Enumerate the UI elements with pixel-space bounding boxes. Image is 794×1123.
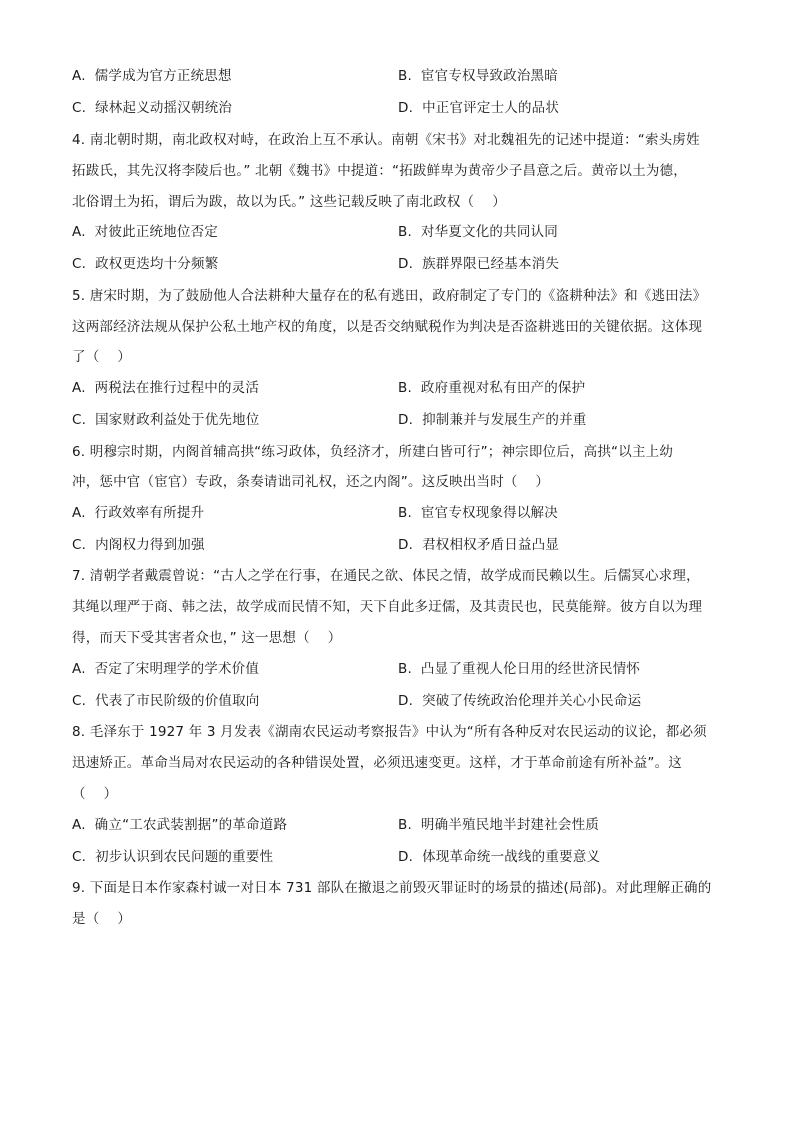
option-d: D. 中正官评定士人的品状 bbox=[398, 100, 560, 116]
q5-option-c: C. 国家财政利益处于优先地位 bbox=[72, 412, 260, 428]
question-9-line-1: 9. 下面是日本作家森村诚一对日本 731 部队在撤退之前毁灭罪证时的场景的描述(局部)。对此理解正确的 bbox=[72, 880, 712, 896]
q6-option-a: A. 行政效率有所提升 bbox=[72, 505, 205, 521]
q7-option-d: D. 突破了传统政治伦理并关心小民命运 bbox=[398, 693, 642, 709]
question-7-line-3: 得，而天下受其害者众也，” 这一思想（ ） bbox=[72, 630, 342, 646]
q5-option-d: D. 抑制兼并与发展生产的并重 bbox=[398, 412, 587, 428]
q6-option-b: B. 宦官专权现象得以解决 bbox=[398, 505, 558, 521]
option-b: B. 宦官专权导致政治黑暗 bbox=[398, 68, 558, 84]
q8-option-b: B. 明确半殖民地半封建社会性质 bbox=[398, 817, 600, 833]
question-7-line-1: 7. 清朝学者戴震曾说：“古人之学在行事，在通民之欲、体民之情，故学成而民赖以生。后儒冥心求理， bbox=[72, 568, 700, 584]
q4-option-a: A. 对彼此正统地位否定 bbox=[72, 224, 218, 240]
option-a: A. 儒学成为官方正统思想 bbox=[72, 68, 232, 84]
question-8-line-3: （ ） bbox=[72, 786, 118, 802]
q4-option-d: D. 族群界限已经基本消失 bbox=[398, 256, 560, 272]
question-8-line-2: 迅速矫正。革命当局对农民运动的各种错误处置，必须迅速变更。这样，才于革命前途有所补益”。这 bbox=[72, 755, 682, 771]
question-4-line-1: 4. 南北朝时期，南北政权对峙，在政治上互不承认。南朝《宋书》对北魏祖先的记述中提道：“索头虏姓 bbox=[72, 132, 700, 148]
q5-option-b: B. 政府重视对私有田产的保护 bbox=[398, 380, 586, 396]
question-5-line-2: 这两部经济法规从保护公私土地产权的角度，以是否交纳赋税作为判决是否盗耕逃田的关键依据。这体现 bbox=[72, 319, 703, 335]
question-4-line-3: 北俗谓土为拓，谓后为跋，故以为氏。” 这些记载反映了南北政权（ ） bbox=[72, 194, 506, 210]
q6-option-d: D. 君权相权矛盾日益凸显 bbox=[398, 537, 560, 553]
q4-option-c: C. 政权更迭均十分频繁 bbox=[72, 256, 219, 272]
q8-option-a: A. 确立“工农武装割据”的革命道路 bbox=[72, 817, 288, 833]
q7-option-b: B. 凸显了重视人伦日用的经世济民情怀 bbox=[398, 661, 641, 677]
question-5-line-1: 5. 唐宋时期，为了鼓励他人合法耕种大量存在的私有逃田，政府制定了专门的《盗耕种法》和《逃田法》 bbox=[72, 288, 707, 304]
question-7-line-2: 其绳以理严于商、韩之法，故学成而民情不知，天下自此多迂儒，及其责民也，民莫能辩。彼方自以为理 bbox=[72, 599, 703, 615]
question-5-line-3: 了（ ） bbox=[72, 349, 132, 365]
q7-option-a: A. 否定了宋明理学的学术价值 bbox=[72, 661, 260, 677]
question-4-line-2: 拓跋氏，其先汉将李陵后也。” 北朝《魏书》中提道：“拓跋鲜卑为黄帝少子昌意之后。黄帝以土为德， bbox=[72, 163, 687, 179]
question-6-line-1: 6. 明穆宗时期，内阁首辅高拱“练习政体，负经济才，所建白皆可行”；神宗即位后，高拱“以主上幼 bbox=[72, 444, 674, 460]
q6-option-c: C. 内阁权力得到加强 bbox=[72, 537, 205, 553]
option-c: C. 绿林起义动摇汉朝统治 bbox=[72, 100, 233, 116]
question-8-line-1: 8. 毛泽东于 1927 年 3 月发表《湖南农民运动考察报告》中认为“所有各种反对农民运动的议论，都必须 bbox=[72, 724, 707, 740]
question-9-line-2: 是（ ） bbox=[72, 911, 132, 927]
q8-option-d: D. 体现革命统一战线的重要意义 bbox=[398, 849, 601, 865]
question-6-line-2: 冲，惩中官（宦官）专政，条奏请诎司礼权，还之内阁”。这反映出当时（ ） bbox=[72, 474, 550, 490]
q8-option-c: C. 初步认识到农民问题的重要性 bbox=[72, 849, 274, 865]
q4-option-b: B. 对华夏文化的共同认同 bbox=[398, 224, 558, 240]
q7-option-c: C. 代表了市民阶级的价值取向 bbox=[72, 693, 260, 709]
q5-option-a: A. 两税法在推行过程中的灵活 bbox=[72, 380, 260, 396]
